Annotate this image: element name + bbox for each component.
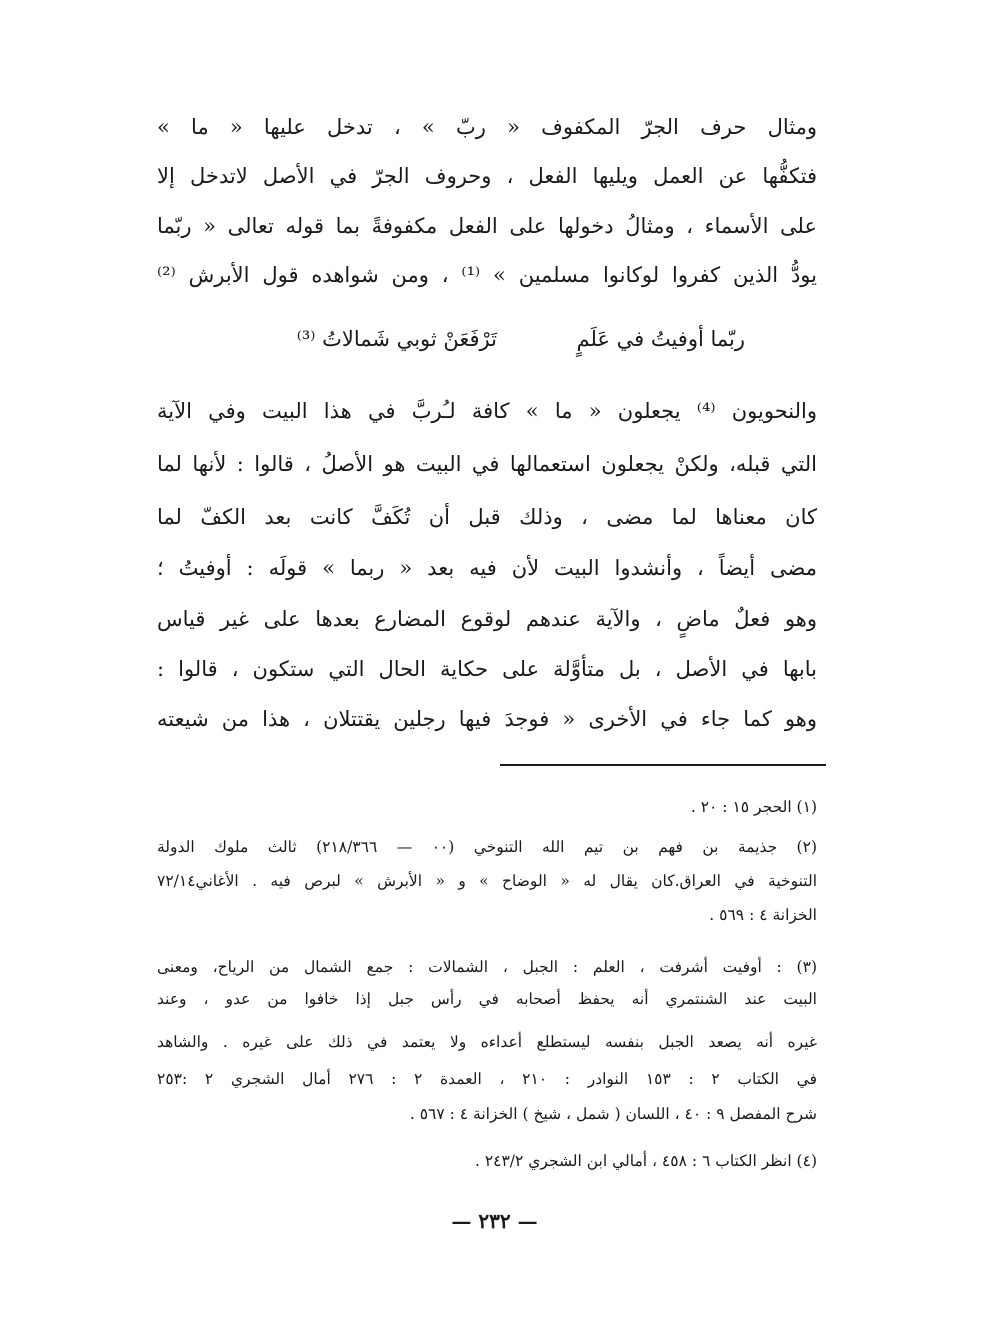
footnote-3-line: البيت عند الشنتمري أنه يحفظ أصحابه في رأس جبل إذا خافوا من عدو ، وعند <box>157 990 817 1008</box>
footnote-1: (١) الحجر ١٥ : ٢٠ . <box>690 798 817 816</box>
footnote-divider <box>500 764 826 766</box>
body-line: مضى أيضاً ، وأنشدوا البيت لأن فيه بعد « ربما » قولَه : أوفيتُ ؛ <box>157 556 817 580</box>
verse-second-hemistich: تَرْفَعَنْ ثوبي شَمالاتُ ⁽³⁾ <box>296 327 497 351</box>
page-number: — ٢٣٢ — <box>451 1209 538 1233</box>
body-line: ومثال حرف الجرّ المكفوف « ربّ » ، تدخل عليها « ما » <box>157 115 817 139</box>
body-line: بابها في الأصل ، بل متأوَّلة على حكاية الحال التي ستكون ، قالوا : <box>157 657 817 681</box>
footnote-2-line: التنوخية في العراق.كان يقال له « الوضاح » و « الأبرش » لبرص فيه . الأغاني٧٢/١٤ <box>157 872 817 890</box>
body-line: يودُّ الذين كفروا لوكانوا مسلمين » ⁽¹⁾ ، ومن شواهده قول الأبرش ⁽²⁾ <box>157 263 817 287</box>
body-line: وهو فعلٌ ماضٍ ، والآية عندهم لوقوع المضارع بعدها على غير قياس <box>157 607 817 631</box>
footnote-4: (٤) انظر الكتاب ٦ : ٤٥٨ ، أمالي ابن الشجري ٢٤٣/٢ . <box>474 1152 817 1170</box>
body-line: التي قبله، ولكنْ يجعلون استعمالها في البيت هو الأصلُ ، قالوا : لأنها لما <box>157 452 817 476</box>
body-line: على الأسماء ، ومثالُ دخولها على الفعل مكفوفةً بما قوله تعالى « ربّما <box>157 214 817 238</box>
body-line: كان معناها لما مضى ، وذلك قبل أن تُكَفَّ كانت بعد الكفّ لما <box>157 505 817 529</box>
body-line: وهو كما جاء في الأخرى « فوجدَ فيها رجلين يقتتلان ، هذا من شيعته <box>157 707 817 731</box>
body-line: فتكفُّها عن العمل ويليها الفعل ، وحروف الجرّ في الأصل لاتدخل إلا <box>157 164 817 188</box>
footnote-3-line: (٣) : أوفيت أشرفت ، العلم : الجبل ، الشمالات : جمع الشمال من الرياح، ومعنى <box>157 958 817 976</box>
verse-first-hemistich: ربّما أوفيتُ في عَلَمٍ <box>576 327 745 351</box>
footnote-3-line: في الكتاب ٢ : ١٥٣ النوادر : ٢١٠ ، العمدة ٢ : ٢٧٦ أمال الشجري ٢ :٢٥٣ <box>157 1070 817 1088</box>
body-line: والنحويون ⁽⁴⁾ يجعلون « ما » كافة لـُربَّ في هذا البيت وفي الآية <box>157 399 817 423</box>
footnote-2-line: (٢) جذيمة بن فهم بن تيم الله التنوخي (٠٠ — ٢١٨/٣٦٦) ثالث ملوك الدولة <box>157 838 817 856</box>
footnote-3-line: شرح المفصل ٩ : ٤٠ ، اللسان ( شمل ، شيخ ) الخزانة ٤ : ٥٦٧ . <box>409 1105 817 1123</box>
footnote-2-line: الخزانة ٤ : ٥٦٩ . <box>709 906 817 924</box>
footnote-3-line: غيره أنه يصعد الجبل بنفسه ليستطلع أعداءه ولا يعتمد في ذلك على غيره . والشاهد <box>157 1033 817 1051</box>
